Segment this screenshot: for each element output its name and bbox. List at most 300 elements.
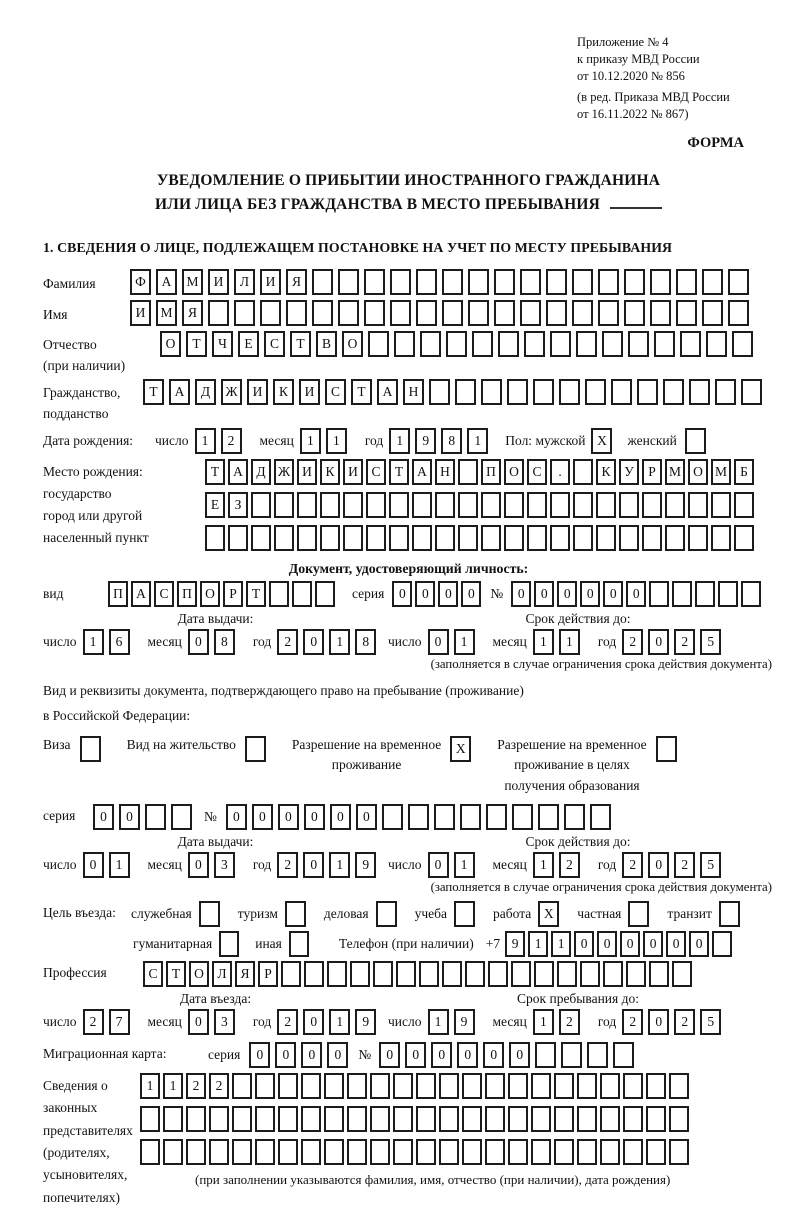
form-cell[interactable] xyxy=(324,1139,344,1165)
form-cell[interactable] xyxy=(301,1139,321,1165)
form-cell[interactable]: 0 xyxy=(666,931,686,957)
form-cell[interactable]: С xyxy=(366,459,386,485)
form-cell[interactable] xyxy=(628,331,649,357)
form-cell[interactable] xyxy=(465,961,485,987)
form-cell[interactable] xyxy=(297,492,317,518)
form-cell[interactable] xyxy=(376,901,397,927)
form-cell[interactable] xyxy=(637,379,658,405)
form-cell[interactable]: И xyxy=(299,379,320,405)
form-cell[interactable]: Ж xyxy=(221,379,242,405)
form-cell[interactable] xyxy=(524,331,545,357)
form-cell[interactable] xyxy=(598,269,619,295)
form-cell[interactable]: Е xyxy=(238,331,259,357)
form-cell[interactable] xyxy=(573,525,593,551)
form-cell[interactable] xyxy=(577,1073,597,1099)
form-cell[interactable] xyxy=(255,1106,275,1132)
form-cell[interactable] xyxy=(232,1073,252,1099)
form-cell[interactable]: 1 xyxy=(528,931,548,957)
form-cell[interactable] xyxy=(373,961,393,987)
form-cell[interactable]: 2 xyxy=(277,1009,298,1035)
form-cell[interactable]: Ф xyxy=(130,269,151,295)
form-cell[interactable] xyxy=(572,300,593,326)
form-cell[interactable] xyxy=(327,961,347,987)
form-cell[interactable] xyxy=(368,331,389,357)
form-cell[interactable] xyxy=(573,459,593,485)
form-cell[interactable] xyxy=(623,1139,643,1165)
form-cell[interactable] xyxy=(301,1106,321,1132)
form-cell[interactable] xyxy=(680,331,701,357)
form-cell[interactable] xyxy=(199,901,220,927)
form-cell[interactable]: 0 xyxy=(580,581,600,607)
form-cell[interactable]: 0 xyxy=(597,931,617,957)
form-cell[interactable] xyxy=(472,331,493,357)
form-cell[interactable] xyxy=(209,1106,229,1132)
form-cell[interactable] xyxy=(573,492,593,518)
form-cell[interactable]: 8 xyxy=(441,428,462,454)
form-cell[interactable]: X xyxy=(450,736,471,762)
form-cell[interactable]: 2 xyxy=(622,852,643,878)
form-cell[interactable] xyxy=(685,428,706,454)
form-cell[interactable]: П xyxy=(177,581,197,607)
form-cell[interactable]: 0 xyxy=(509,1042,530,1068)
form-cell[interactable] xyxy=(439,1073,459,1099)
form-cell[interactable] xyxy=(728,300,749,326)
form-cell[interactable] xyxy=(485,1139,505,1165)
form-cell[interactable] xyxy=(486,804,507,830)
form-cell[interactable] xyxy=(623,1106,643,1132)
form-cell[interactable] xyxy=(741,581,761,607)
form-cell[interactable]: Б xyxy=(734,459,754,485)
form-cell[interactable] xyxy=(390,300,411,326)
form-cell[interactable] xyxy=(624,269,645,295)
form-cell[interactable] xyxy=(292,581,312,607)
form-cell[interactable]: 0 xyxy=(415,581,435,607)
form-cell[interactable] xyxy=(454,901,475,927)
form-cell[interactable]: 0 xyxy=(83,852,104,878)
form-cell[interactable]: 1 xyxy=(389,428,410,454)
form-cell[interactable] xyxy=(504,492,524,518)
form-cell[interactable]: 0 xyxy=(303,1009,324,1035)
form-cell[interactable]: И xyxy=(297,459,317,485)
form-cell[interactable]: А xyxy=(228,459,248,485)
form-cell[interactable]: Ч xyxy=(212,331,233,357)
form-cell[interactable] xyxy=(382,804,403,830)
form-cell[interactable] xyxy=(416,1073,436,1099)
form-cell[interactable] xyxy=(564,804,585,830)
form-cell[interactable] xyxy=(527,492,547,518)
form-cell[interactable]: 9 xyxy=(355,1009,376,1035)
form-cell[interactable] xyxy=(603,961,623,987)
form-cell[interactable]: Т xyxy=(143,379,164,405)
form-cell[interactable] xyxy=(520,300,541,326)
form-cell[interactable] xyxy=(324,1106,344,1132)
form-cell[interactable] xyxy=(343,492,363,518)
form-cell[interactable] xyxy=(611,379,632,405)
form-cell[interactable] xyxy=(572,269,593,295)
form-cell[interactable]: 2 xyxy=(221,428,242,454)
form-cell[interactable] xyxy=(297,525,317,551)
form-cell[interactable] xyxy=(347,1073,367,1099)
form-cell[interactable]: 1 xyxy=(140,1073,160,1099)
form-cell[interactable]: 0 xyxy=(620,931,640,957)
form-cell[interactable]: Т xyxy=(389,459,409,485)
form-cell[interactable]: X xyxy=(538,901,559,927)
form-cell[interactable] xyxy=(458,459,478,485)
form-cell[interactable] xyxy=(628,901,649,927)
form-cell[interactable] xyxy=(209,1139,229,1165)
form-cell[interactable]: 0 xyxy=(252,804,273,830)
form-cell[interactable] xyxy=(347,1139,367,1165)
form-cell[interactable] xyxy=(534,961,554,987)
form-cell[interactable]: 0 xyxy=(93,804,114,830)
form-cell[interactable]: Н xyxy=(403,379,424,405)
form-cell[interactable] xyxy=(468,269,489,295)
form-cell[interactable] xyxy=(613,1042,634,1068)
form-cell[interactable] xyxy=(508,1106,528,1132)
form-cell[interactable] xyxy=(186,1106,206,1132)
form-cell[interactable] xyxy=(600,1139,620,1165)
form-cell[interactable]: X xyxy=(591,428,612,454)
form-cell[interactable]: М xyxy=(711,459,731,485)
form-cell[interactable]: М xyxy=(665,459,685,485)
form-cell[interactable] xyxy=(520,269,541,295)
form-cell[interactable]: Т xyxy=(186,331,207,357)
form-cell[interactable]: Р xyxy=(258,961,278,987)
form-cell[interactable] xyxy=(626,961,646,987)
form-cell[interactable]: 1 xyxy=(109,852,130,878)
form-cell[interactable]: 0 xyxy=(188,1009,209,1035)
form-cell[interactable] xyxy=(734,492,754,518)
form-cell[interactable] xyxy=(590,804,611,830)
form-cell[interactable] xyxy=(364,269,385,295)
form-cell[interactable] xyxy=(602,331,623,357)
form-cell[interactable]: 2 xyxy=(186,1073,206,1099)
form-cell[interactable]: Т xyxy=(205,459,225,485)
form-cell[interactable] xyxy=(234,300,255,326)
form-cell[interactable] xyxy=(600,1106,620,1132)
form-cell[interactable] xyxy=(718,581,738,607)
form-cell[interactable]: 0 xyxy=(301,1042,322,1068)
form-cell[interactable] xyxy=(665,492,685,518)
form-cell[interactable] xyxy=(442,269,463,295)
form-cell[interactable]: 3 xyxy=(214,852,235,878)
form-cell[interactable]: Р xyxy=(642,459,662,485)
form-cell[interactable]: 0 xyxy=(392,581,412,607)
form-cell[interactable]: И xyxy=(208,269,229,295)
form-cell[interactable]: Р xyxy=(223,581,243,607)
form-cell[interactable] xyxy=(458,525,478,551)
form-cell[interactable] xyxy=(734,525,754,551)
form-cell[interactable]: 2 xyxy=(622,1009,643,1035)
form-cell[interactable]: 0 xyxy=(188,852,209,878)
form-cell[interactable]: 0 xyxy=(648,852,669,878)
form-cell[interactable] xyxy=(646,1106,666,1132)
form-cell[interactable]: О xyxy=(189,961,209,987)
form-cell[interactable] xyxy=(286,300,307,326)
form-cell[interactable]: 0 xyxy=(648,629,669,655)
form-cell[interactable] xyxy=(312,300,333,326)
form-cell[interactable] xyxy=(663,379,684,405)
form-cell[interactable] xyxy=(389,525,409,551)
form-cell[interactable] xyxy=(163,1106,183,1132)
form-cell[interactable] xyxy=(689,379,710,405)
form-cell[interactable] xyxy=(208,300,229,326)
form-cell[interactable]: М xyxy=(182,269,203,295)
form-cell[interactable]: Я xyxy=(235,961,255,987)
form-cell[interactable]: 0 xyxy=(119,804,140,830)
form-cell[interactable] xyxy=(596,492,616,518)
form-cell[interactable] xyxy=(324,1073,344,1099)
form-cell[interactable]: 0 xyxy=(249,1042,270,1068)
form-cell[interactable] xyxy=(507,379,528,405)
form-cell[interactable] xyxy=(554,1106,574,1132)
form-cell[interactable]: 0 xyxy=(405,1042,426,1068)
form-cell[interactable] xyxy=(485,1073,505,1099)
form-cell[interactable] xyxy=(312,269,333,295)
form-cell[interactable] xyxy=(416,300,437,326)
form-cell[interactable]: 2 xyxy=(209,1073,229,1099)
form-cell[interactable] xyxy=(435,492,455,518)
form-cell[interactable]: 0 xyxy=(356,804,377,830)
form-cell[interactable]: А xyxy=(377,379,398,405)
form-cell[interactable] xyxy=(550,525,570,551)
form-cell[interactable]: 2 xyxy=(674,629,695,655)
form-cell[interactable]: 0 xyxy=(379,1042,400,1068)
form-cell[interactable] xyxy=(370,1139,390,1165)
form-cell[interactable] xyxy=(393,1139,413,1165)
form-cell[interactable] xyxy=(494,269,515,295)
form-cell[interactable]: 9 xyxy=(355,852,376,878)
form-cell[interactable] xyxy=(338,300,359,326)
form-cell[interactable]: А xyxy=(169,379,190,405)
form-cell[interactable] xyxy=(289,931,309,957)
form-cell[interactable]: 2 xyxy=(674,852,695,878)
form-cell[interactable]: 0 xyxy=(428,629,449,655)
form-cell[interactable] xyxy=(393,1106,413,1132)
form-cell[interactable]: 0 xyxy=(428,852,449,878)
form-cell[interactable]: А xyxy=(156,269,177,295)
form-cell[interactable] xyxy=(394,331,415,357)
form-cell[interactable]: Я xyxy=(286,269,307,295)
form-cell[interactable] xyxy=(140,1139,160,1165)
form-cell[interactable] xyxy=(163,1139,183,1165)
form-cell[interactable] xyxy=(676,300,697,326)
form-cell[interactable]: 2 xyxy=(559,852,580,878)
form-cell[interactable] xyxy=(557,961,577,987)
form-cell[interactable]: Т xyxy=(246,581,266,607)
form-cell[interactable]: 1 xyxy=(195,428,216,454)
form-cell[interactable] xyxy=(416,269,437,295)
form-cell[interactable]: 1 xyxy=(454,629,475,655)
form-cell[interactable] xyxy=(649,581,669,607)
form-cell[interactable]: 1 xyxy=(326,428,347,454)
form-cell[interactable] xyxy=(561,1042,582,1068)
form-cell[interactable] xyxy=(527,525,547,551)
form-cell[interactable]: 0 xyxy=(438,581,458,607)
form-cell[interactable] xyxy=(232,1139,252,1165)
form-cell[interactable] xyxy=(650,269,671,295)
form-cell[interactable] xyxy=(596,525,616,551)
form-cell[interactable] xyxy=(320,525,340,551)
form-cell[interactable]: Л xyxy=(212,961,232,987)
form-cell[interactable] xyxy=(577,1106,597,1132)
form-cell[interactable]: 8 xyxy=(355,629,376,655)
form-cell[interactable] xyxy=(412,525,432,551)
form-cell[interactable]: 0 xyxy=(327,1042,348,1068)
form-cell[interactable]: А xyxy=(412,459,432,485)
form-cell[interactable]: И xyxy=(247,379,268,405)
form-cell[interactable]: 9 xyxy=(505,931,525,957)
form-cell[interactable] xyxy=(531,1106,551,1132)
form-cell[interactable]: 9 xyxy=(415,428,436,454)
form-cell[interactable]: 0 xyxy=(275,1042,296,1068)
form-cell[interactable]: 1 xyxy=(551,931,571,957)
form-cell[interactable] xyxy=(219,931,239,957)
form-cell[interactable]: У xyxy=(619,459,639,485)
form-cell[interactable]: 0 xyxy=(330,804,351,830)
form-cell[interactable] xyxy=(347,1106,367,1132)
form-cell[interactable] xyxy=(429,379,450,405)
form-cell[interactable]: 0 xyxy=(574,931,594,957)
form-cell[interactable] xyxy=(481,525,501,551)
form-cell[interactable]: Д xyxy=(195,379,216,405)
form-cell[interactable] xyxy=(408,804,429,830)
form-cell[interactable]: 8 xyxy=(214,629,235,655)
form-cell[interactable] xyxy=(255,1073,275,1099)
form-cell[interactable] xyxy=(728,269,749,295)
form-cell[interactable] xyxy=(366,525,386,551)
form-cell[interactable] xyxy=(695,581,715,607)
form-cell[interactable] xyxy=(559,379,580,405)
form-cell[interactable] xyxy=(711,492,731,518)
form-cell[interactable] xyxy=(320,492,340,518)
form-cell[interactable] xyxy=(546,300,567,326)
form-cell[interactable] xyxy=(624,300,645,326)
form-cell[interactable] xyxy=(711,525,731,551)
form-cell[interactable] xyxy=(546,269,567,295)
form-cell[interactable]: 5 xyxy=(700,629,721,655)
form-cell[interactable]: О xyxy=(200,581,220,607)
form-cell[interactable] xyxy=(642,525,662,551)
form-cell[interactable]: М xyxy=(156,300,177,326)
form-cell[interactable]: 0 xyxy=(188,629,209,655)
form-cell[interactable] xyxy=(669,1073,689,1099)
form-cell[interactable] xyxy=(393,1073,413,1099)
form-cell[interactable]: 3 xyxy=(214,1009,235,1035)
form-cell[interactable]: П xyxy=(481,459,501,485)
form-cell[interactable] xyxy=(285,901,306,927)
form-cell[interactable] xyxy=(672,961,692,987)
form-cell[interactable] xyxy=(389,492,409,518)
form-cell[interactable] xyxy=(646,1073,666,1099)
form-cell[interactable]: В xyxy=(316,331,337,357)
form-cell[interactable]: С xyxy=(143,961,163,987)
form-cell[interactable]: Д xyxy=(251,459,271,485)
form-cell[interactable] xyxy=(585,379,606,405)
form-cell[interactable] xyxy=(508,1073,528,1099)
form-cell[interactable]: 0 xyxy=(483,1042,504,1068)
form-cell[interactable]: Е xyxy=(205,492,225,518)
form-cell[interactable] xyxy=(442,300,463,326)
form-cell[interactable] xyxy=(439,1106,459,1132)
form-cell[interactable]: 1 xyxy=(454,852,475,878)
form-cell[interactable]: 0 xyxy=(511,581,531,607)
form-cell[interactable] xyxy=(498,331,519,357)
form-cell[interactable] xyxy=(649,961,669,987)
form-cell[interactable] xyxy=(140,1106,160,1132)
form-cell[interactable]: 0 xyxy=(648,1009,669,1035)
form-cell[interactable] xyxy=(434,804,455,830)
form-cell[interactable]: 1 xyxy=(329,629,350,655)
form-cell[interactable]: 9 xyxy=(454,1009,475,1035)
form-cell[interactable] xyxy=(672,581,692,607)
form-cell[interactable]: 0 xyxy=(557,581,577,607)
form-cell[interactable]: 6 xyxy=(109,629,130,655)
form-cell[interactable] xyxy=(301,1073,321,1099)
form-cell[interactable]: 0 xyxy=(304,804,325,830)
form-cell[interactable] xyxy=(656,736,677,762)
form-cell[interactable] xyxy=(420,331,441,357)
form-cell[interactable]: 0 xyxy=(461,581,481,607)
form-cell[interactable] xyxy=(390,269,411,295)
form-cell[interactable]: 2 xyxy=(622,629,643,655)
form-cell[interactable] xyxy=(364,300,385,326)
form-cell[interactable]: 0 xyxy=(534,581,554,607)
form-cell[interactable]: С xyxy=(154,581,174,607)
form-cell[interactable] xyxy=(669,1139,689,1165)
form-cell[interactable]: 0 xyxy=(603,581,623,607)
form-cell[interactable] xyxy=(623,1073,643,1099)
form-cell[interactable] xyxy=(251,525,271,551)
form-cell[interactable]: И xyxy=(130,300,151,326)
form-cell[interactable]: 2 xyxy=(83,1009,104,1035)
form-cell[interactable] xyxy=(171,804,192,830)
form-cell[interactable] xyxy=(462,1073,482,1099)
form-cell[interactable] xyxy=(274,525,294,551)
form-cell[interactable] xyxy=(554,1139,574,1165)
form-cell[interactable] xyxy=(688,525,708,551)
form-cell[interactable]: П xyxy=(108,581,128,607)
form-cell[interactable]: 0 xyxy=(626,581,646,607)
form-cell[interactable]: К xyxy=(273,379,294,405)
form-cell[interactable] xyxy=(577,1139,597,1165)
form-cell[interactable] xyxy=(702,300,723,326)
form-cell[interactable] xyxy=(370,1106,390,1132)
form-cell[interactable] xyxy=(600,1073,620,1099)
form-cell[interactable]: О xyxy=(504,459,524,485)
form-cell[interactable] xyxy=(732,331,753,357)
form-cell[interactable] xyxy=(554,1073,574,1099)
form-cell[interactable]: Т xyxy=(290,331,311,357)
form-cell[interactable] xyxy=(654,331,675,357)
form-cell[interactable] xyxy=(462,1139,482,1165)
form-cell[interactable] xyxy=(269,581,289,607)
form-cell[interactable]: 1 xyxy=(559,629,580,655)
form-cell[interactable]: З xyxy=(228,492,248,518)
form-cell[interactable]: 1 xyxy=(300,428,321,454)
form-cell[interactable] xyxy=(488,961,508,987)
form-cell[interactable]: 1 xyxy=(428,1009,449,1035)
form-cell[interactable]: О xyxy=(342,331,363,357)
form-cell[interactable] xyxy=(228,525,248,551)
form-cell[interactable] xyxy=(715,379,736,405)
form-cell[interactable] xyxy=(274,492,294,518)
form-cell[interactable]: 5 xyxy=(700,852,721,878)
form-cell[interactable]: . xyxy=(550,459,570,485)
form-cell[interactable] xyxy=(511,961,531,987)
form-cell[interactable]: 7 xyxy=(109,1009,130,1035)
form-cell[interactable]: Т xyxy=(351,379,372,405)
